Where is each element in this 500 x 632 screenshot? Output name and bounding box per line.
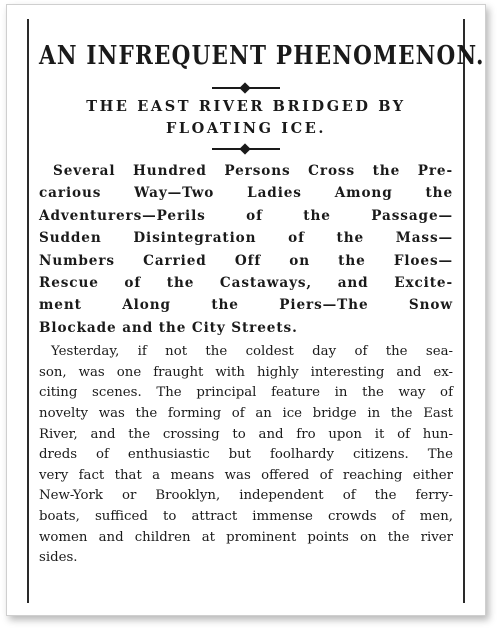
body-line: River, and the crossing to and fro upon it of hun- [39, 426, 453, 442]
deck-line: ment Along the Piers—The Snow [39, 297, 453, 314]
body-line: New-York or Brooklyn, independent of the ferry- [39, 488, 453, 504]
body-line: novelty was the forming of an ice bridge in the East [39, 406, 453, 422]
deck-line: Blockade and the City Streets. [39, 319, 298, 336]
body-line: women and children at prominent points on the river [39, 529, 453, 545]
body-line: sides. [39, 550, 78, 566]
ornamental-divider [212, 87, 280, 89]
deck-line: Sudden Disintegration of the Mass— [39, 230, 453, 247]
article-body [39, 342, 453, 569]
clipping-frame [6, 4, 486, 616]
deck-line: carious Way—Two Ladies Among the [39, 185, 453, 202]
newspaper-column [27, 19, 485, 603]
deck-line: Numbers Carried Off on the Floes— [39, 252, 453, 269]
deck-line: Several Hundred Persons Cross the Pre- [53, 163, 453, 179]
ornamental-divider [212, 148, 280, 150]
deck-line: Adventurers—Perils of the Passage— [39, 207, 453, 224]
body-line: dreds of enthusiastic but foolhardy citizens. The [39, 447, 453, 463]
body-line: very fact that a means was offered of reaching either [39, 467, 453, 483]
deck-line: Rescue of the Castaways, and Excite- [39, 275, 453, 292]
headline: AN INFREQUENT PHENOMENON. [39, 41, 485, 72]
body-line: citing scenes. The principal feature in the way of [39, 385, 453, 401]
body-line: son, was one fraught with highly interesting and ex- [39, 364, 453, 380]
subheadline-line: THE EAST RIVER BRIDGED BY [86, 98, 406, 115]
deck [39, 160, 453, 339]
body-line: boats, sufficed to attract immense crowds of men, [39, 509, 453, 524]
subheadline [39, 96, 453, 140]
subheadline-line: FLOATING ICE. [165, 120, 327, 137]
body-line: Yesterday, if not the coldest day of the sea- [51, 344, 453, 360]
